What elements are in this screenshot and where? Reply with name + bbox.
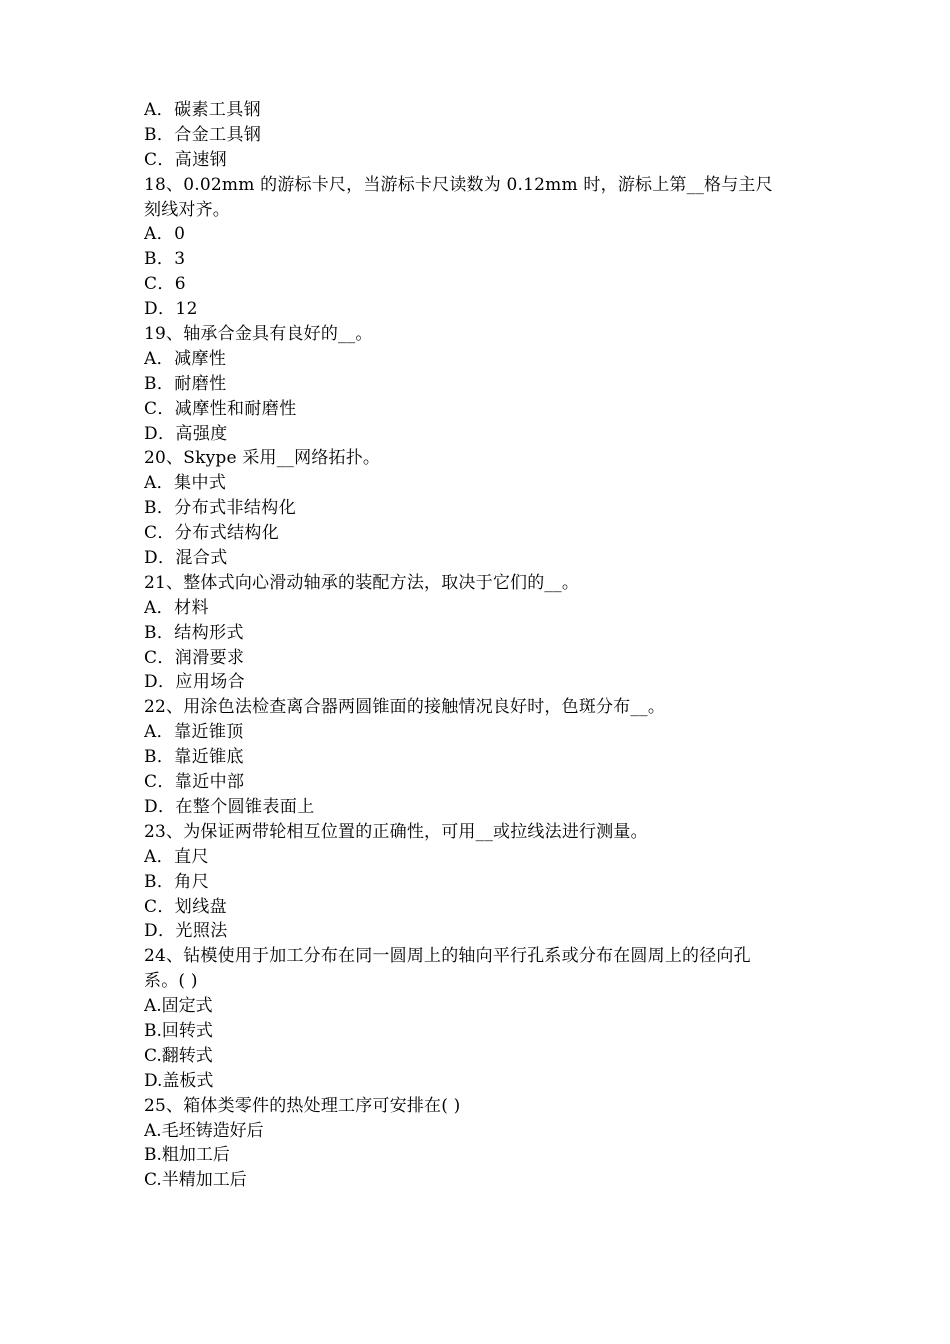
option-line: D．在整个圆锥表面上 [144,796,315,817]
option-line: A．0 [144,224,186,245]
option-line: A．直尺 [144,846,209,867]
option-line: A.固定式 [144,996,213,1017]
option-line: A．碳素工具钢 [144,100,262,120]
option-line: B.粗加工后 [144,1145,230,1166]
option-line: C．润滑要求 [144,647,245,668]
question-19-stem: 19、轴承合金具有良好的__。 [144,324,373,345]
question-21-stem: 21、整体式向心滑动轴承的装配方法，取决于它们的__。 [144,572,580,593]
option-line: D．光照法 [144,921,228,942]
option-line: A．材料 [144,597,209,618]
question-20-stem: 20、Skype 采用__网络拓扑。 [144,448,381,469]
option-line: C．分布式结构化 [144,523,280,544]
option-line: D．12 [144,299,198,320]
option-line: D．高强度 [144,423,228,444]
option-line: C.半精加工后 [144,1170,247,1191]
option-line: A．靠近锥顶 [144,722,244,743]
option-line: B．耐磨性 [144,373,227,394]
option-line: B．3 [144,249,186,270]
option-line: B．靠近锥底 [144,747,244,768]
document-page [144,98,814,1193]
question-18-stem-cont: 刻线对齐。 [144,199,230,220]
question-22-stem: 22、用涂色法检查离合器两圆锥面的接触情况良好时，色斑分布__。 [144,697,666,718]
option-line: D.盖板式 [144,1070,214,1091]
option-line: B.回转式 [144,1020,213,1041]
option-line: C．靠近中部 [144,772,245,793]
option-line: A．减摩性 [144,348,227,369]
option-line: C．高速钢 [144,149,228,170]
question-18-stem: 18、0.02mm 的游标卡尺，当游标卡尺读数为 0.12mm 时，游标上第__格与主尺 [144,174,773,195]
question-25-stem: 25、箱体类零件的热处理工序可安排在( ) [144,1095,461,1116]
question-23-stem: 23、为保证两带轮相互位置的正确性，可用__或拉线法进行测量。 [144,821,648,842]
option-line: C．划线盘 [144,896,228,917]
option-line: B．分布式非结构化 [144,498,297,519]
option-line: B．角尺 [144,871,210,892]
option-line: C.翻转式 [144,1045,213,1066]
option-line: D．混合式 [144,548,228,569]
option-line: B．结构形式 [144,622,244,643]
question-24-stem: 24、钻模使用于加工分布在同一圆周上的轴向平行孔系或分布在圆周上的径向孔 [144,946,751,967]
question-24-stem-cont: 系。( ) [144,971,198,992]
option-line: A．集中式 [144,473,227,494]
option-line: C．减摩性和耐磨性 [144,398,297,419]
option-line: B．合金工具钢 [144,124,262,145]
option-line: C．6 [144,274,187,295]
option-line: D．应用场合 [144,672,246,693]
option-line: A.毛坯铸造好后 [144,1120,264,1141]
